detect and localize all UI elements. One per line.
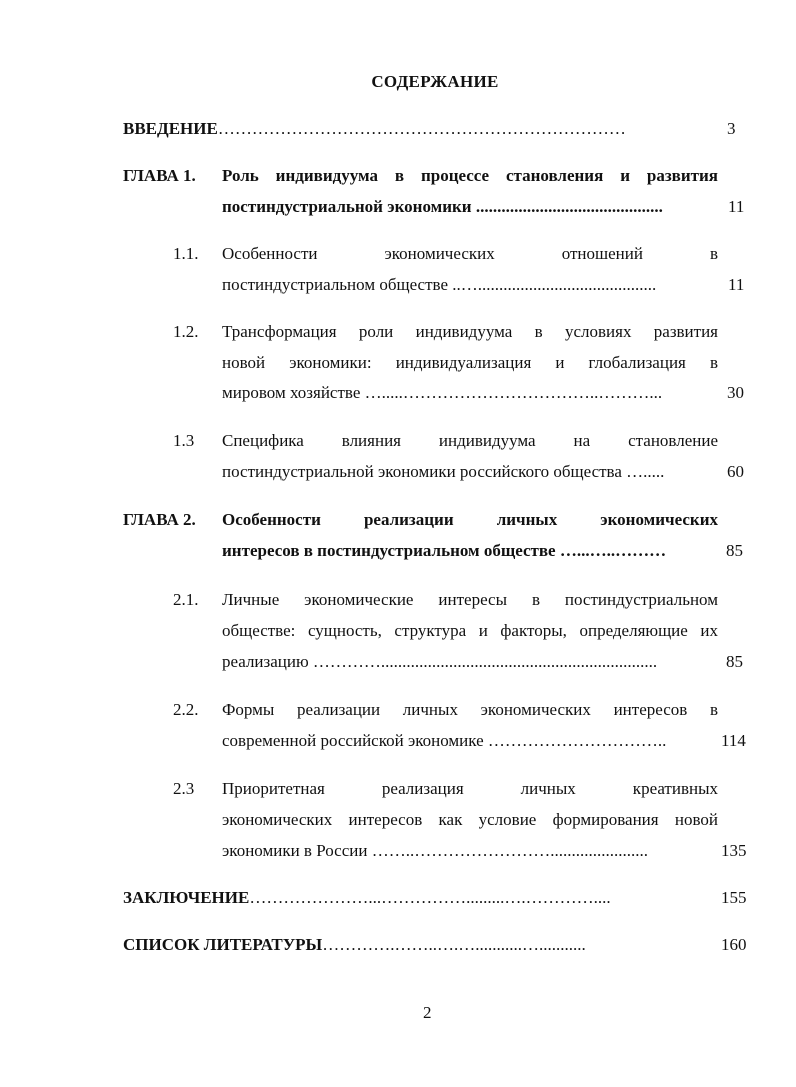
section-number-2-2: 2.2. bbox=[173, 700, 199, 719]
toc-page-2-1: 85 bbox=[726, 652, 743, 671]
toc-label: ВВЕДЕНИЕ bbox=[123, 119, 218, 138]
chapter-title-2-line1: Особенности реализации личных экономических bbox=[222, 510, 718, 529]
toc-page-2-3: 135 bbox=[721, 841, 747, 860]
page-number: 2 bbox=[423, 1003, 432, 1022]
chapter-title-1-line1: Роль индивидуума в процессе становления и развития bbox=[222, 166, 718, 185]
section-title-2-1-line3: реализацию …………................................................................. bbox=[222, 652, 658, 671]
toc-label: ЗАКЛЮЧЕНИЕ bbox=[123, 888, 250, 907]
section-title-2-3-line2: экономических интересов как условие формирования новой bbox=[222, 810, 718, 829]
section-number-2-1: 2.1. bbox=[173, 590, 199, 609]
toc-page-ch2: 85 bbox=[726, 541, 743, 560]
chapter-title-1-line2: постиндустриальной экономики ............................................ bbox=[222, 197, 663, 216]
section-title-1-3-line2: постиндустриальной экономики российского общества …..... bbox=[222, 462, 665, 481]
chapter-number-2: ГЛАВА 2. bbox=[123, 510, 196, 529]
page-title: СОДЕРЖАНИЕ bbox=[371, 72, 499, 91]
toc-page-references: 160 bbox=[721, 935, 747, 954]
toc-page-conclusion: 155 bbox=[721, 888, 747, 907]
toc-page-1-1: 11 bbox=[728, 275, 745, 294]
section-title-2-1-line1: Личные экономические интересы в постиндустриальном bbox=[222, 590, 718, 609]
section-title-1-1-line1: Особенности экономических отношений в bbox=[222, 244, 718, 263]
toc-page-1-2: 30 bbox=[727, 383, 744, 402]
toc-entry-references bbox=[123, 934, 586, 956]
section-title-1-2-line2: новой экономики: индивидуализация и глобализация в bbox=[222, 353, 718, 372]
section-title-2-2-line2: современной российской экономике ………………………….. bbox=[222, 731, 667, 750]
section-number-1-1: 1.1. bbox=[173, 244, 199, 263]
section-title-2-3-line3: экономики в России ……..……………………....................... bbox=[222, 841, 648, 860]
toc-page-2-2: 114 bbox=[721, 731, 746, 750]
toc-label: СПИСОК ЛИТЕРАТУРЫ bbox=[123, 935, 323, 954]
section-title-2-2-line1: Формы реализации личных экономических интересов в bbox=[222, 700, 718, 719]
toc-page-1-3: 60 bbox=[727, 462, 744, 481]
section-title-1-3-line1: Специфика влияния индивидуума на становление bbox=[222, 431, 718, 450]
toc-dots: ………….……..….…...........…........... bbox=[322, 935, 586, 954]
toc-page-ch1: 11 bbox=[728, 197, 745, 216]
chapter-title-2-line2: интересов в постиндустриальном обществе …...…..……… bbox=[222, 541, 667, 560]
section-title-2-1-line2: обществе: сущность, структура и факторы, определяющие их bbox=[222, 621, 718, 640]
toc-entry-intro bbox=[123, 118, 626, 140]
toc-dots: …………………...…………….........….………….... bbox=[249, 888, 611, 907]
section-number-1-2: 1.2. bbox=[173, 322, 199, 341]
section-title-2-3-line1: Приоритетная реализация личных креативных bbox=[222, 779, 718, 798]
section-title-1-2-line1: Трансформация роли индивидуума в условиях развития bbox=[222, 322, 718, 341]
toc-page-intro: 3 bbox=[727, 119, 736, 138]
toc-dots: ……………………………………………………………… bbox=[217, 119, 626, 138]
section-number-1-3: 1.3 bbox=[173, 431, 195, 450]
section-title-1-2-line3: мировом хозяйстве ….....……………………………..………... bbox=[222, 383, 663, 402]
chapter-number-1: ГЛАВА 1. bbox=[123, 166, 196, 185]
section-title-1-1-line2: постиндустриальном обществе ..….......................................... bbox=[222, 275, 657, 294]
toc-entry-conclusion bbox=[123, 887, 611, 909]
section-number-2-3: 2.3 bbox=[173, 779, 195, 798]
